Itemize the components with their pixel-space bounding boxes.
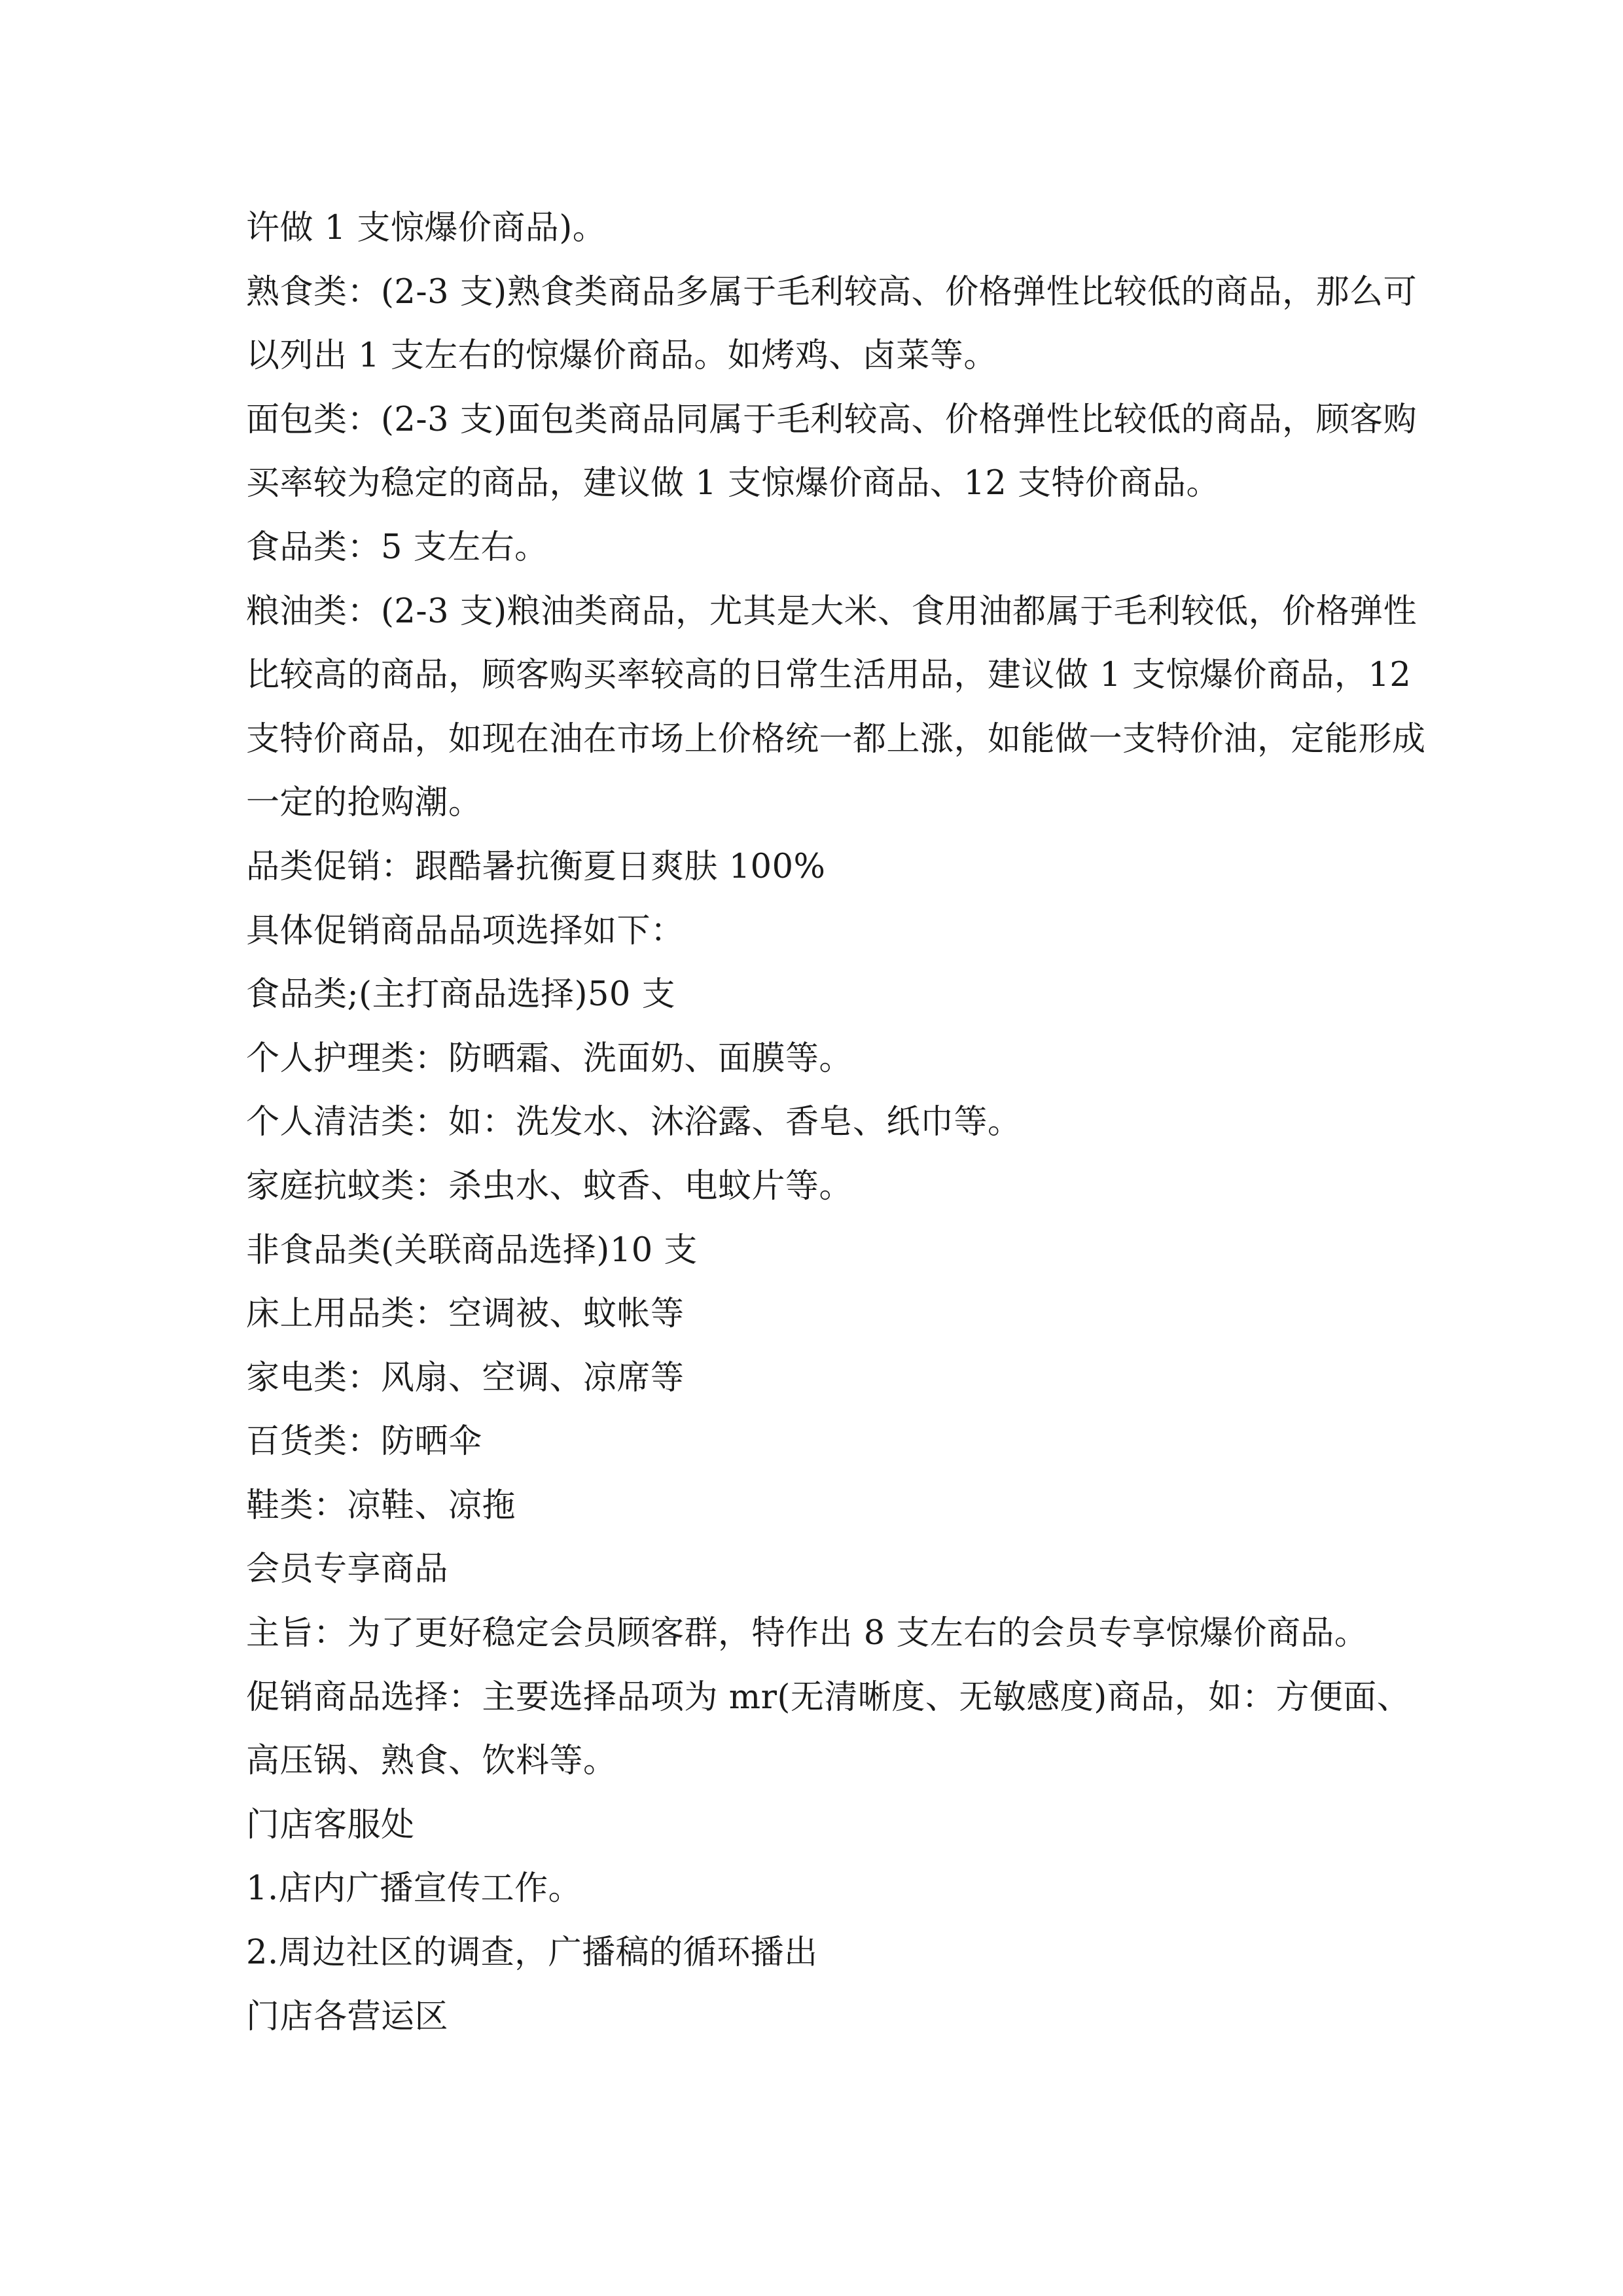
- text-line: 高压锅、熟食、饮料等。: [246, 1742, 617, 1781]
- text-line: 家电类：风扇、空调、凉席等: [246, 1358, 685, 1397]
- text-line: 家庭抗蚊类：杀虫水、蚊香、电蚊片等。: [246, 1166, 853, 1206]
- text-line: 熟食类：(2-3 支)熟食类商品多属于毛利较高、价格弹性比较低的商品，那么可: [246, 272, 1418, 312]
- text-line: 会员专享商品: [246, 1550, 449, 1589]
- text-line: 以列出 1 支左右的惊爆价商品。如烤鸡、卤菜等。: [246, 336, 997, 376]
- text-line: 支特价商品，如现在油在市场上价格统一都上涨，如能做一支特价油，定能形成: [246, 719, 1426, 759]
- text-line: 粮油类：(2-3 支)粮油类商品，尤其是大米、食用油都属于毛利较低，价格弹性: [246, 592, 1418, 631]
- text-line: 非食品类(关联商品选择)10 支: [246, 1230, 698, 1270]
- text-line: 主旨：为了更好稳定会员顾客群，特作出 8 支左右的会员专享惊爆价商品。: [246, 1614, 1368, 1653]
- text-line: 买率较为稳定的商品，建议做 1 支惊爆价商品、12 支特价商品。: [246, 464, 1220, 503]
- text-line: 品类促销：跟酷暑抗衡夏日爽肤 100%: [246, 847, 826, 886]
- text-line: 一定的抢购潮。: [246, 783, 482, 823]
- text-line: 个人清洁类：如：洗发水、沐浴露、香皂、纸巾等。: [246, 1103, 1022, 1142]
- text-line: 床上用品类：空调被、蚊帐等: [246, 1295, 685, 1334]
- text-line: 比较高的商品，顾客购买率较高的日常生活用品，建议做 1 支惊爆价商品，12: [246, 656, 1412, 695]
- text-line: 1.店内广播宣传工作。: [246, 1869, 582, 1909]
- text-line: 面包类：(2-3 支)面包类商品同属于毛利较高、价格弹性比较低的商品，顾客购: [246, 400, 1418, 439]
- text-line: 鞋类：凉鞋、凉拖: [246, 1486, 516, 1525]
- text-line: 2.周边社区的调查，广播稿的循环播出: [246, 1933, 818, 1973]
- text-line: 具体促销商品品项选择如下：: [246, 911, 685, 950]
- text-line: 百货类：防晒伞: [246, 1422, 482, 1462]
- text-line: 门店各营运区: [246, 1997, 449, 2036]
- text-line: 个人护理类：防晒霜、洗面奶、面膜等。: [246, 1039, 853, 1078]
- text-line: 许做 1 支惊爆价商品)。: [246, 209, 607, 247]
- text-line: 门店客服处: [246, 1805, 415, 1844]
- text-line: 食品类;(主打商品选择)50 支: [246, 975, 676, 1014]
- text-line: 促销商品选择：主要选择品项为 mr(无清晰度、无敏感度)商品，如：方便面、: [246, 1677, 1411, 1717]
- text-line: 食品类：5 支左右。: [246, 528, 548, 567]
- document-body: [246, 196, 1426, 2049]
